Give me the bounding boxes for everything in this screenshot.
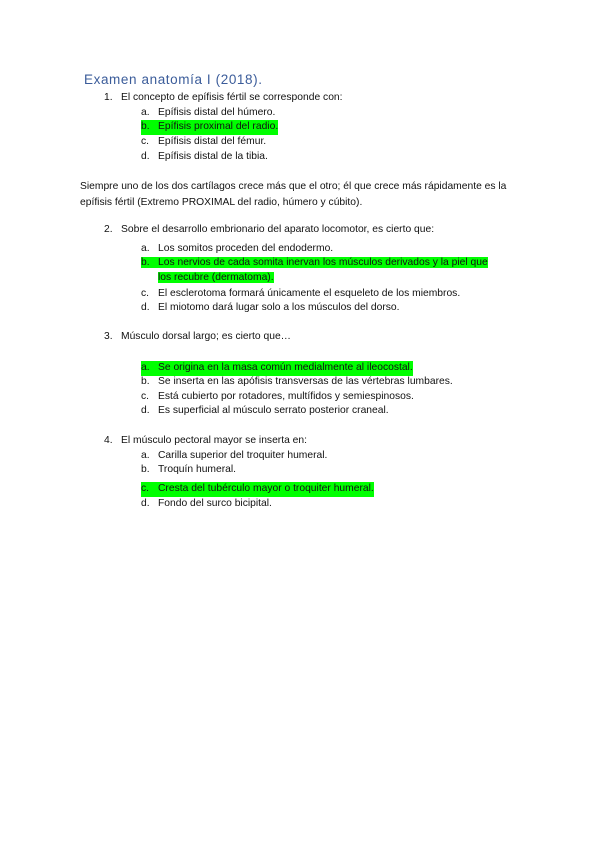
option-letter: d. xyxy=(141,302,150,313)
option-letter: a. xyxy=(141,450,150,461)
option-text: Carilla superior del troquiter humeral. xyxy=(158,450,328,461)
option-text: Los somitos proceden del endodermo. xyxy=(158,243,334,254)
option-4a xyxy=(141,449,327,464)
option-text: Epífisis proximal del radio. xyxy=(158,121,279,132)
option-text: Se origina en la masa común medialmente al ileocostal. xyxy=(158,362,413,373)
option-3b xyxy=(141,375,453,390)
option-1b-correct xyxy=(141,120,278,135)
question-number: 3. xyxy=(104,331,113,342)
option-3a-correct xyxy=(141,361,413,376)
question-text: Músculo dorsal largo; es cierto que… xyxy=(121,331,291,342)
question-1 xyxy=(104,91,343,106)
option-letter: c. xyxy=(141,136,150,147)
option-text: Fondo del surco bicipital. xyxy=(158,498,272,509)
option-4b xyxy=(141,463,236,478)
option-3d xyxy=(141,404,389,419)
option-text: Epífisis distal del fémur. xyxy=(158,136,267,147)
question-3 xyxy=(104,330,291,345)
option-letter: b. xyxy=(141,464,150,475)
explanation-note: Siempre uno de los dos cartílagos crece más que el otro; él que crece más rápidamente es la epífisis fértil (Extremo PROXIMAL del radio, húmero y cúbito). xyxy=(80,181,507,208)
option-letter: b. xyxy=(141,376,150,387)
option-text: Epífisis distal de la tibia. xyxy=(158,151,268,162)
option-letter: a. xyxy=(141,243,150,254)
option-text: El esclerotoma formará únicamente el esqueleto de los miembros. xyxy=(158,288,461,299)
option-text: Epífisis distal del húmero. xyxy=(158,107,276,118)
option-4d xyxy=(141,497,272,512)
question-4 xyxy=(104,434,307,449)
question-number: 4. xyxy=(104,435,113,446)
option-3c xyxy=(141,390,414,405)
option-text-line-1: Los nervios de cada somita inervan los músculos derivados y la piel que xyxy=(158,257,488,268)
option-1d xyxy=(141,150,268,165)
option-text: El miotomo dará lugar solo a los músculos del dorso. xyxy=(158,302,400,313)
option-4c-correct xyxy=(141,482,374,497)
option-letter: d. xyxy=(141,151,150,162)
option-text: Es superficial al músculo serrato posterior craneal. xyxy=(158,405,389,416)
option-1a xyxy=(141,106,275,121)
question-number: 1. xyxy=(104,92,113,103)
question-text: El músculo pectoral mayor se inserta en: xyxy=(121,435,307,446)
option-text-line-2: los recubre (dermatoma). xyxy=(158,271,274,283)
option-letter: a. xyxy=(141,107,150,118)
option-2a xyxy=(141,242,333,257)
option-letter: d. xyxy=(141,498,150,509)
question-2 xyxy=(104,223,434,238)
question-text: Sobre el desarrollo embrionario del aparato locomotor, es cierto que: xyxy=(121,224,435,235)
option-letter: a. xyxy=(141,362,150,373)
question-text: El concepto de epífisis fértil se corresponde con: xyxy=(121,92,343,103)
option-text: Cresta del tubérculo mayor o troquiter humeral. xyxy=(158,483,374,494)
question-number: 2. xyxy=(104,224,113,235)
option-letter: c. xyxy=(141,391,150,402)
option-letter: c. xyxy=(141,288,150,299)
option-text: Se inserta en las apófisis transversas de las vértebras lumbares. xyxy=(158,376,453,387)
option-letter: c. xyxy=(141,483,150,494)
option-2c xyxy=(141,287,460,302)
option-2b-correct xyxy=(141,256,488,285)
document-title: Examen anatomía I (2018). xyxy=(84,72,263,87)
option-text: Troquín humeral. xyxy=(158,464,237,475)
option-text: Está cubierto por rotadores, multífidos y semiespinosos. xyxy=(158,391,414,402)
option-letter: b. xyxy=(141,257,150,268)
option-letter: d. xyxy=(141,405,150,416)
option-2d xyxy=(141,301,400,316)
option-1c xyxy=(141,135,266,150)
option-letter: b. xyxy=(141,121,150,132)
